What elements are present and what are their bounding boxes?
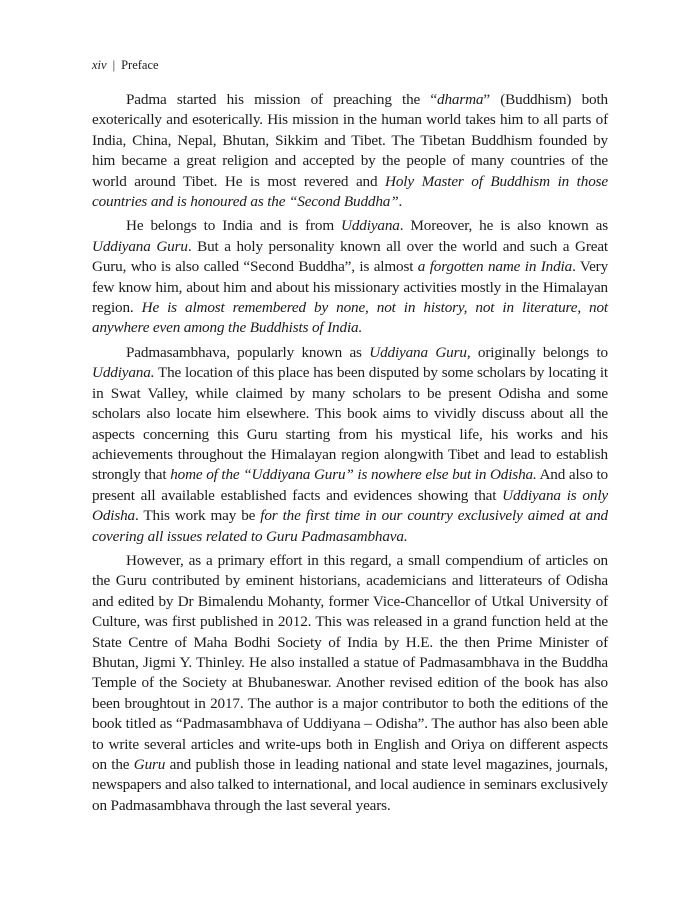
paragraph — [92, 90, 608, 212]
italic-text: Uddiyana is only Odisha — [92, 486, 608, 525]
text-segment: Padmasambhava, popularly known as — [126, 343, 370, 361]
text-segment: and publish those in leading national and state level magazines, journals, newspapers and also talked to international, and local audience in seminars exclusively on Padmasambhava through the last several years. — [92, 756, 608, 814]
paragraph — [92, 551, 608, 816]
text-segment: . This work may be — [134, 507, 261, 525]
italic-text: a forgotten name in India — [417, 258, 573, 276]
paragraph — [92, 216, 608, 338]
section-title: Preface — [121, 58, 159, 72]
book-page — [92, 56, 608, 816]
text-segment: . But a holy personality known all over the world and such a Great Guru, who is also called “Second Buddha”, is almost — [92, 237, 608, 276]
text-segment: He belongs to India and is from — [126, 217, 342, 235]
text-segment: . Moreover, he is also known as — [399, 217, 608, 235]
italic-text: Uddiyana — [341, 217, 400, 235]
running-header — [92, 56, 608, 74]
paragraph — [92, 343, 608, 547]
text-segment: And also to present all available established facts and evidences showing that — [92, 466, 608, 504]
italic-text: Uddiyana Guru, — [369, 343, 471, 361]
italic-text: dharma — [437, 91, 484, 108]
text-segment: originally belongs to — [470, 343, 609, 361]
page-number: xiv — [92, 58, 107, 72]
text-segment: The location of this place has been disputed by some scholars by locating it in Swat Valley, while claimed by many scholars to be present Odisha and some scholars also locate him elsewhere. This book aims to vividly discuss about all the aspects concerning this Guru starting from his mystical life, his works and his achievements throughout the Himalayan region alongwith Tibet and lead to establish strongly that — [92, 364, 608, 484]
text-segment: However, as a primary effort in this regard, a small compendium of articles on the Guru contributed by eminent historians, academicians and litterateurs of Odisha and edited by Dr Bimalendu Mohanty, former Vice-Chancellor of Utkal University of Culture, was first published in 2012. This was released in a grand function held at the State Centre of Maha Bodhi Society of India by H.E. the then Prime Minister of Bhutan, Jigmi Y. Thinley. He also installed a statue of Padmasambhava in the Buddha Temple of the Society at Bhubaneswar. Another revised edition of the book has also been broughtout in 2017. The author is a major contributor to both the editions of the book titled as “Padmasambhava of Uddiyana – Odisha”. The author has also been able to write several articles and write-ups both in English and Oriya on different aspects on the — [92, 551, 608, 773]
text-segment: Padma started his mission of preaching the “ — [126, 91, 438, 108]
italic-text: for the first time in our country exclusively aimed at and covering all issues related to Guru Padmasambhava. — [92, 507, 608, 545]
italic-text: Holy Master of Buddhism in those countries and is honoured as the “Second Buddha” — [92, 172, 608, 211]
italic-text: Uddiyana Guru — [92, 237, 188, 255]
text-segment: . — [398, 193, 403, 211]
text-segment: . Very few know him, about him and about his missionary activities mostly in the Himalayan region. — [92, 258, 609, 317]
text-segment: ” (Buddhism) both exoterically and esoterically. His mission in the human world takes him to all parts of India, China, Nepal, Bhutan, Sikkim and Tibet. The Tibetan Buddhism founded by him became a great religion and accepted by the people of many countries of the world around Tibet. He is most revered and — [92, 91, 608, 190]
header-separator: | — [112, 58, 116, 72]
italic-text: Guru — [133, 756, 166, 773]
italic-text: He is almost remembered by none, not in history, not in literature, not anywhere even among the Buddhists of India. — [92, 299, 608, 337]
italic-text: home of the “Uddiyana Guru” is nowhere else but in Odisha. — [170, 466, 537, 484]
italic-text: Uddiyana. — [92, 364, 155, 382]
body-text — [92, 90, 608, 816]
